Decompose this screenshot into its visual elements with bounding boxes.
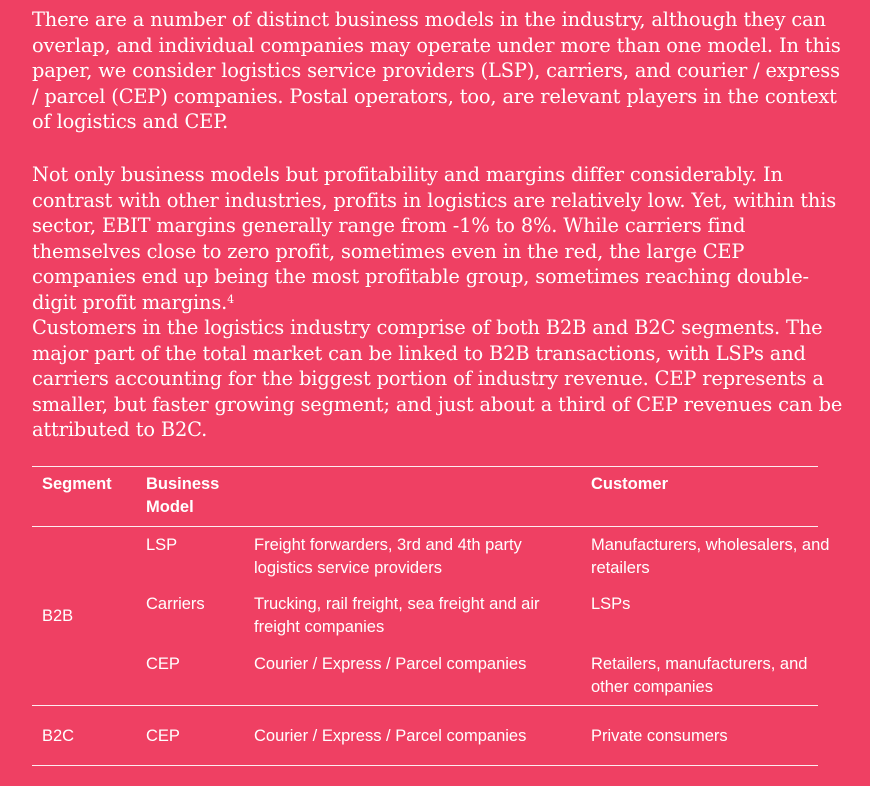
header-bottom-rule — [32, 526, 818, 527]
table-row-cep-b2b-description: Courier / Express / Parcel companies — [254, 655, 527, 673]
segment-b2c: B2C — [42, 727, 75, 745]
header-customer: Customer — [591, 475, 669, 493]
table-row-carriers-model: Carriers — [146, 595, 205, 613]
table-row-carriers-customer: LSPs — [591, 595, 631, 613]
b2b-bottom-rule — [32, 705, 818, 706]
table-row-carriers-description: Trucking, rail freight, sea freight and air freight companies — [254, 595, 540, 636]
table-row-lsp-description: Freight forwarders, 3rd and 4th party logistics service providers — [254, 536, 522, 577]
table-bottom-rule — [32, 765, 818, 766]
footnote-marker: 4 — [227, 292, 235, 306]
header-business-model-line1: Business — [146, 475, 220, 493]
header-segment: Segment — [42, 475, 112, 493]
table-row-lsp-customer: Manufacturers, wholesalers, and retailers — [591, 536, 830, 577]
table-row-cep-b2c-description: Courier / Express / Parcel companies — [254, 727, 527, 745]
paragraph-customers: Customers in the logistics industry comprise of both B2B and B2C segments. The major part of the total market can be linked to B2B transactions, with LSPs and carriers accounting for the biggest portion of industry revenue. CEP represents a smaller, but faster growing segment; and just about a third of CEP revenues can be attributed to B2C. — [32, 316, 843, 442]
table-top-rule — [32, 466, 818, 467]
table-row-cep-b2b-model: CEP — [146, 655, 180, 673]
segment-b2b: B2B — [42, 607, 74, 625]
header-business-model — [146, 473, 219, 518]
table-row-cep-b2c-model: CEP — [146, 727, 180, 745]
table-row-cep-b2b-customer: Retailers, manufacturers, and other companies — [591, 655, 808, 696]
paragraph-profitability-text: Not only business models but profitability and margins differ considerably. In contrast with other industries, profits in logistics are relatively low. Yet, within this sector, EBIT margins generally range from -1% to 8%. While carriers find themselves close to zero profit, sometimes even in the red, the large CEP companies end up being the most profitable group, sometimes reaching double-digit profit margins. — [32, 163, 837, 314]
header-business-model-line2: Model — [146, 497, 194, 516]
table-row-cep-b2c-customer: Private consumers — [591, 727, 728, 745]
intro-paragraph-business-models: There are a number of distinct business models in the industry, although they can overlap, and individual companies may operate under more than one model. In this paper, we consider logistics service providers (LSP), carriers, and courier / express / parcel (CEP) companies. Postal operators, too, are relevant players in the context of logistics and CEP. — [32, 8, 841, 134]
table-row-lsp-model: LSP — [146, 536, 178, 554]
paragraph-profitability — [32, 162, 852, 316]
